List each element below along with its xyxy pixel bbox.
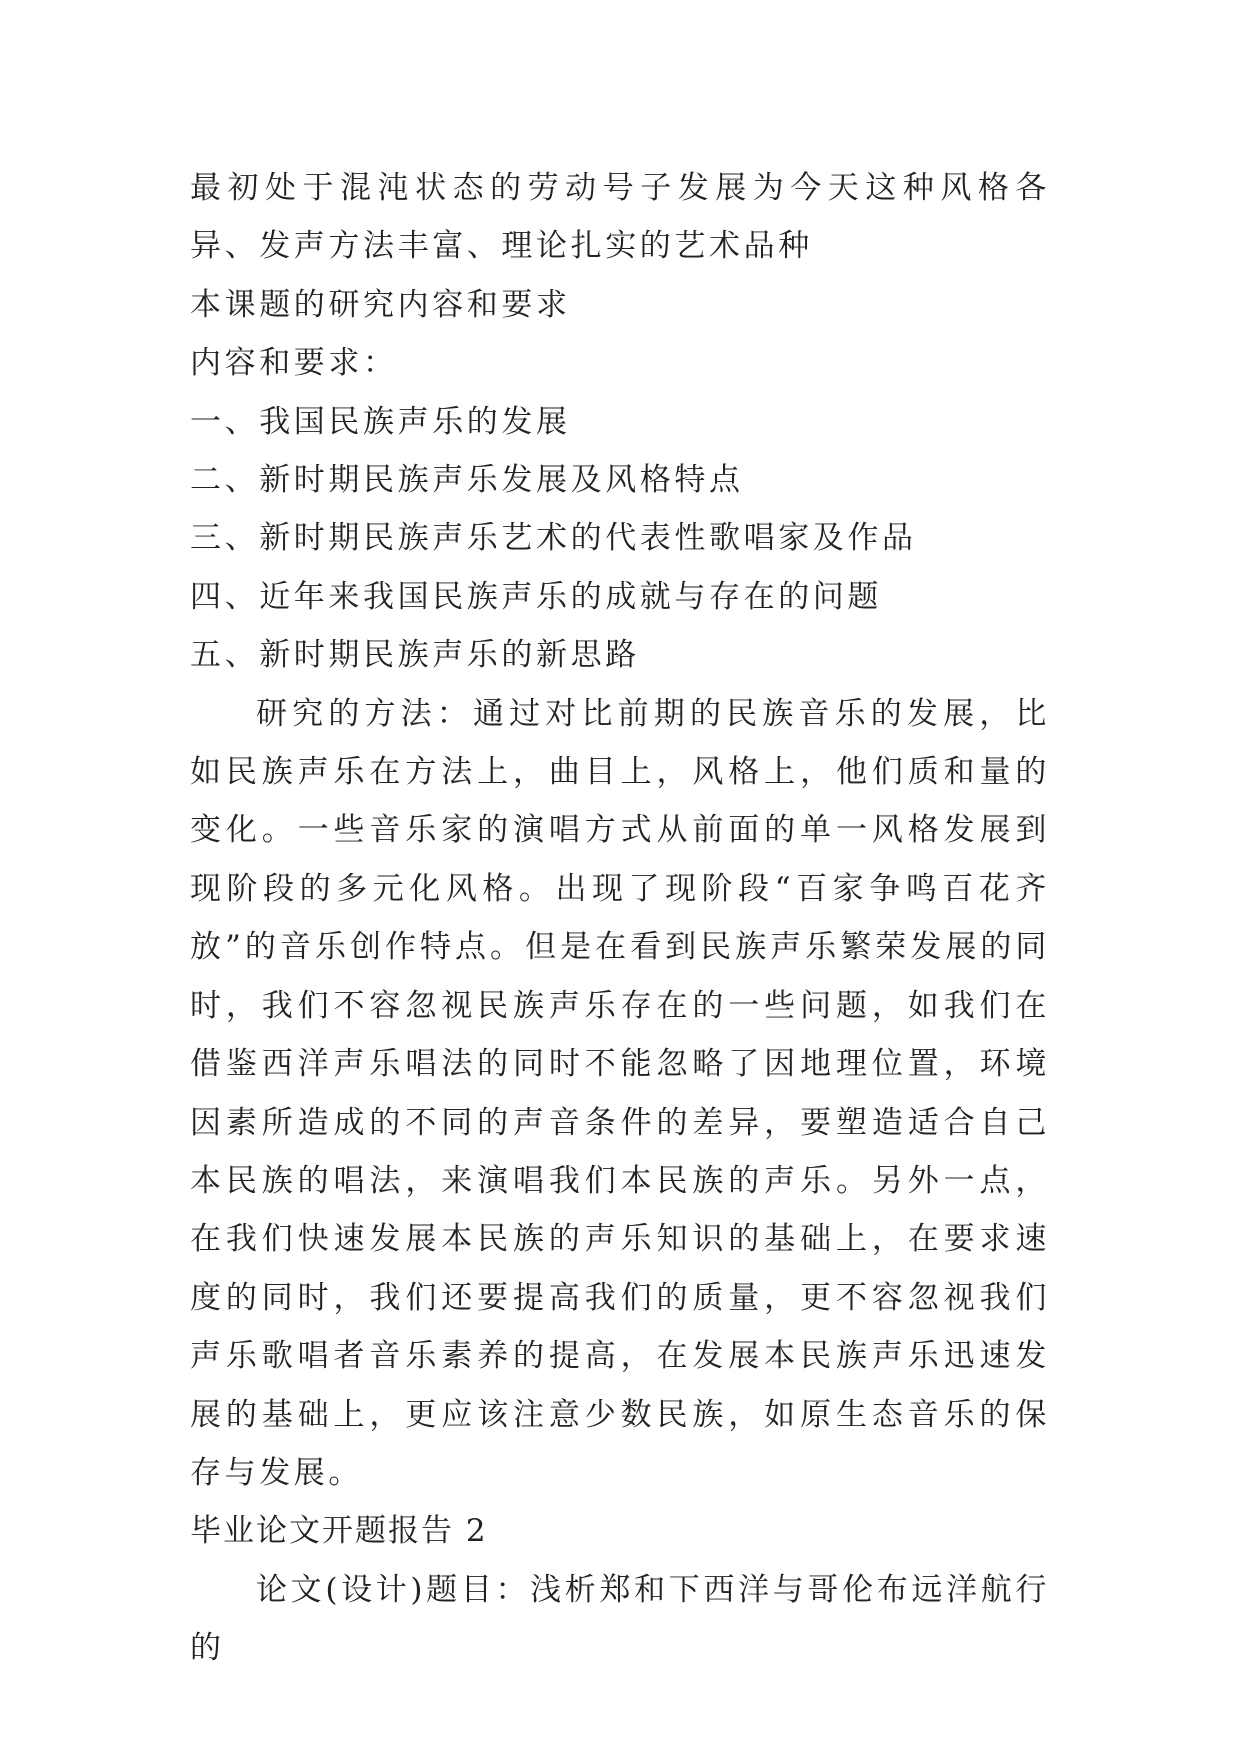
list-item-5: 五、新时期民族声乐的新思路 (190, 637, 640, 674)
content-requirements-label: 内容和要求： (190, 345, 398, 382)
list-item-1: 一、我国民族声乐的发展 (190, 403, 571, 440)
intro-continuation-paragraph: 最初处于混沌状态的劳动号子发展为今天这种风格各异、发声方法丰富、理论扎实的艺术品种 (190, 170, 1050, 265)
list-item-3: 三、新时期民族声乐艺术的代表性歌唱家及作品 (190, 520, 917, 557)
document-body (190, 159, 1050, 1678)
research-method-paragraph: 研究的方法：通过对比前期的民族音乐的发展，比如民族声乐在方法上，曲目上，风格上，他们质和量的变化。一些音乐家的演唱方式从前面的单一风格发展到现阶段的多元化风格。出现了现阶段“百家争鸣百花齐放”的音乐创作特点。但是在看到民族声乐繁荣发展的同时，我们不容忽视民族声乐存在的一些问题，如我们在借鉴西洋声乐唱法的同时不能忽略了因地理位置，环境因素所造成的不同的声音条件的差异，要塑造适合自己本民族的唱法，来演唱我们本民族的声乐。另外一点，在我们快速发展本民族的声乐知识的基础上，在要求速度的同时，我们还要提高我们的质量，更不容忽视我们声乐歌唱者音乐素养的提高，在发展本民族声乐迅速发展的基础上，更应该注意少数民族，如原生态音乐的保存与发展。 (190, 695, 1050, 1491)
section-title: 毕业论文开题报告 2 (190, 1513, 488, 1550)
research-topic-heading: 本课题的研究内容和要求 (190, 286, 571, 323)
list-item-4: 四、近年来我国民族声乐的成就与存在的问题 (190, 578, 882, 615)
thesis-title-line: 论文(设计)题目：浅析郑和下西洋与哥伦布远洋航行的 (190, 1571, 1050, 1667)
list-item-2: 二、新时期民族声乐发展及风格特点 (190, 462, 744, 499)
